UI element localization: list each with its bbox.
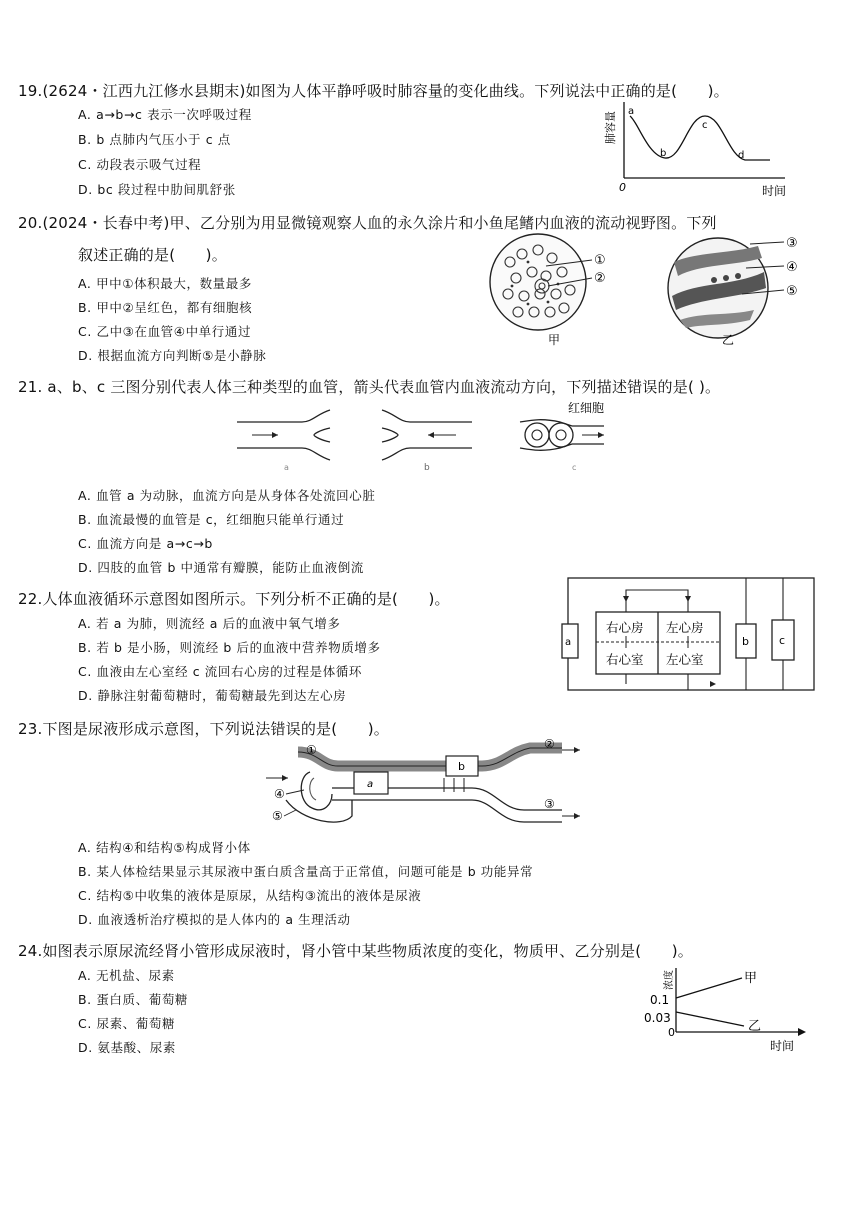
question-24-stem: 24.如图表示原尿流经肾小管形成尿液时，肾小管中某些物质浓度的变化，物质甲、乙分别是( )。 (18, 942, 693, 960)
series-yi-label: 乙 (748, 1019, 762, 1034)
question-19-option-c: C. 动段表示吸气过程 (78, 157, 202, 172)
lung-point-b: b (660, 148, 667, 159)
concentration-graph-figure (640, 966, 820, 1056)
question-19-stem: 19.(2624・江西九江修水县期末)如图为人体平静呼吸时肺容量的变化曲线。下列说法中正确的是( )。 (18, 82, 729, 100)
red-blood-cell-label: 红细胞 (568, 401, 605, 415)
lung-point-c: c (702, 120, 708, 131)
smear-label-1: ① (594, 253, 606, 268)
vessel-label-c: c (572, 463, 577, 472)
question-24-option-d: D. 氨基酸、尿素 (78, 1040, 176, 1055)
microscope-figure (488, 232, 808, 348)
lung-x-label: 时间 (762, 184, 787, 198)
fin-label-5: ⑤ (786, 284, 798, 299)
process-a-label: a (367, 779, 374, 790)
structure-4-label: ④ (274, 787, 285, 801)
question-22-option-a: A. 若 a 为肺，则流经 a 后的血液中氧气增多 (78, 616, 341, 631)
organ-c-label: c (779, 634, 786, 647)
question-23-stem: 23.下图是尿液形成示意图，下列说法错误的是( )。 (18, 720, 389, 738)
blood-vessels-figure (232, 398, 632, 474)
question-21-stem: 21. a、b、c 三图分别代表人体三种类型的血管，箭头代表血管内血液流动方向，下列描述错误的是( )。 (18, 378, 721, 396)
caption-yi: 乙 (722, 333, 735, 347)
circulation-figure (566, 576, 816, 694)
conc-tick-low: 0.03 (644, 1011, 671, 1025)
question-21-option-d: D. 四肢的血管 b 中通常有瓣膜，能防止血液倒流 (78, 560, 364, 575)
urine-formation-figure (262, 737, 582, 836)
lung-origin: 0 (619, 181, 626, 194)
question-19-option-d: D. bc 段过程中肋间肌舒张 (78, 182, 236, 197)
question-22-stem: 22.人体血液循环示意图如图所示。下列分析不正确的是( )。 (18, 590, 450, 608)
lung-y-label: 肺容量 (604, 111, 617, 144)
vessel-label-a: a (284, 463, 289, 472)
organ-a-label: a (565, 637, 572, 648)
organ-b-label: b (742, 635, 749, 648)
question-23-option-a: A. 结构④和结构⑤构成肾小体 (78, 840, 251, 855)
lung-point-a: a (628, 106, 635, 117)
fin-label-4: ④ (786, 260, 798, 275)
question-22-option-c: C. 血液由左心室经 c 流回右心房的过程是体循环 (78, 664, 362, 679)
question-24-option-c: C. 尿素、葡萄糖 (78, 1016, 176, 1031)
question-21-option-b: B. 血流最慢的血管是 c，红细胞只能单行通过 (78, 512, 345, 527)
left-ventricle-label: 左心室 (666, 652, 704, 667)
smear-label-2: ② (594, 271, 606, 286)
structure-2-label: ② (544, 737, 555, 751)
conc-origin: 0 (668, 1026, 675, 1039)
question-20-option-c: C. 乙中③在血管④中单行通过 (78, 324, 252, 339)
structure-3-label: ③ (544, 797, 555, 811)
question-24-option-b: B. 蛋白质、葡萄糖 (78, 992, 189, 1007)
structure-1-label: ① (306, 743, 317, 757)
question-21-option-c: C. 血流方向是 a→c→b (78, 536, 213, 551)
question-24-option-a: A. 无机盐、尿素 (78, 968, 175, 983)
question-21-option-a: A. 血管 a 为动脉，血流方向是从身体各处流回心脏 (78, 488, 376, 503)
conc-y-label: 浓度 (664, 970, 675, 990)
question-20-option-a: A. 甲中①体积最大，数量最多 (78, 276, 252, 291)
lung-volume-curve-figure (604, 98, 800, 200)
caption-jia: 甲 (548, 333, 561, 347)
question-20-stem-line2: 叙述正确的是( )。 (78, 246, 227, 264)
right-ventricle-label: 右心室 (606, 652, 644, 667)
question-22-option-d: D. 静脉注射葡萄糖时，葡萄糖最先到达左心房 (78, 688, 347, 703)
conc-tick-high: 0.1 (650, 993, 670, 1007)
right-atrium-label: 右心房 (606, 620, 644, 635)
question-23-option-c: C. 结构⑤中收集的液体是原尿，从结构③流出的液体是尿液 (78, 888, 422, 903)
process-b-label: b (458, 760, 465, 773)
conc-x-label: 时间 (770, 1039, 795, 1053)
series-jia-label: 甲 (744, 971, 758, 986)
vessel-label-b: b (424, 463, 430, 473)
structure-5-label: ⑤ (272, 809, 283, 823)
question-23-option-b: B. 某人体检结果显示其尿液中蛋白质含量高于正常值，问题可能是 b 功能异常 (78, 864, 534, 879)
fin-label-3: ③ (786, 236, 798, 251)
question-20-option-b: B. 甲中②呈红色，都有细胞核 (78, 300, 253, 315)
question-22-option-b: B. 若 b 是小肠，则流经 b 后的血液中营养物质增多 (78, 640, 381, 655)
left-atrium-label: 左心房 (666, 620, 704, 635)
question-23-option-d: D. 血液透析治疗模拟的是人体内的 a 生理活动 (78, 912, 351, 927)
question-20-stem-line1: 20.(2024・长春中考)甲、乙分别为用显微镜观察人血的永久涂片和小鱼尾鳍内血液的流动视野图。下列 (18, 214, 717, 232)
question-20-option-d: D. 根据血流方向判断⑤是小静脉 (78, 348, 267, 363)
question-19-option-a: A. a→b→c 表示一次呼吸过程 (78, 107, 252, 122)
lung-point-d: d (738, 150, 745, 161)
question-19-option-b: B. b 点肺内气压小于 c 点 (78, 132, 231, 147)
